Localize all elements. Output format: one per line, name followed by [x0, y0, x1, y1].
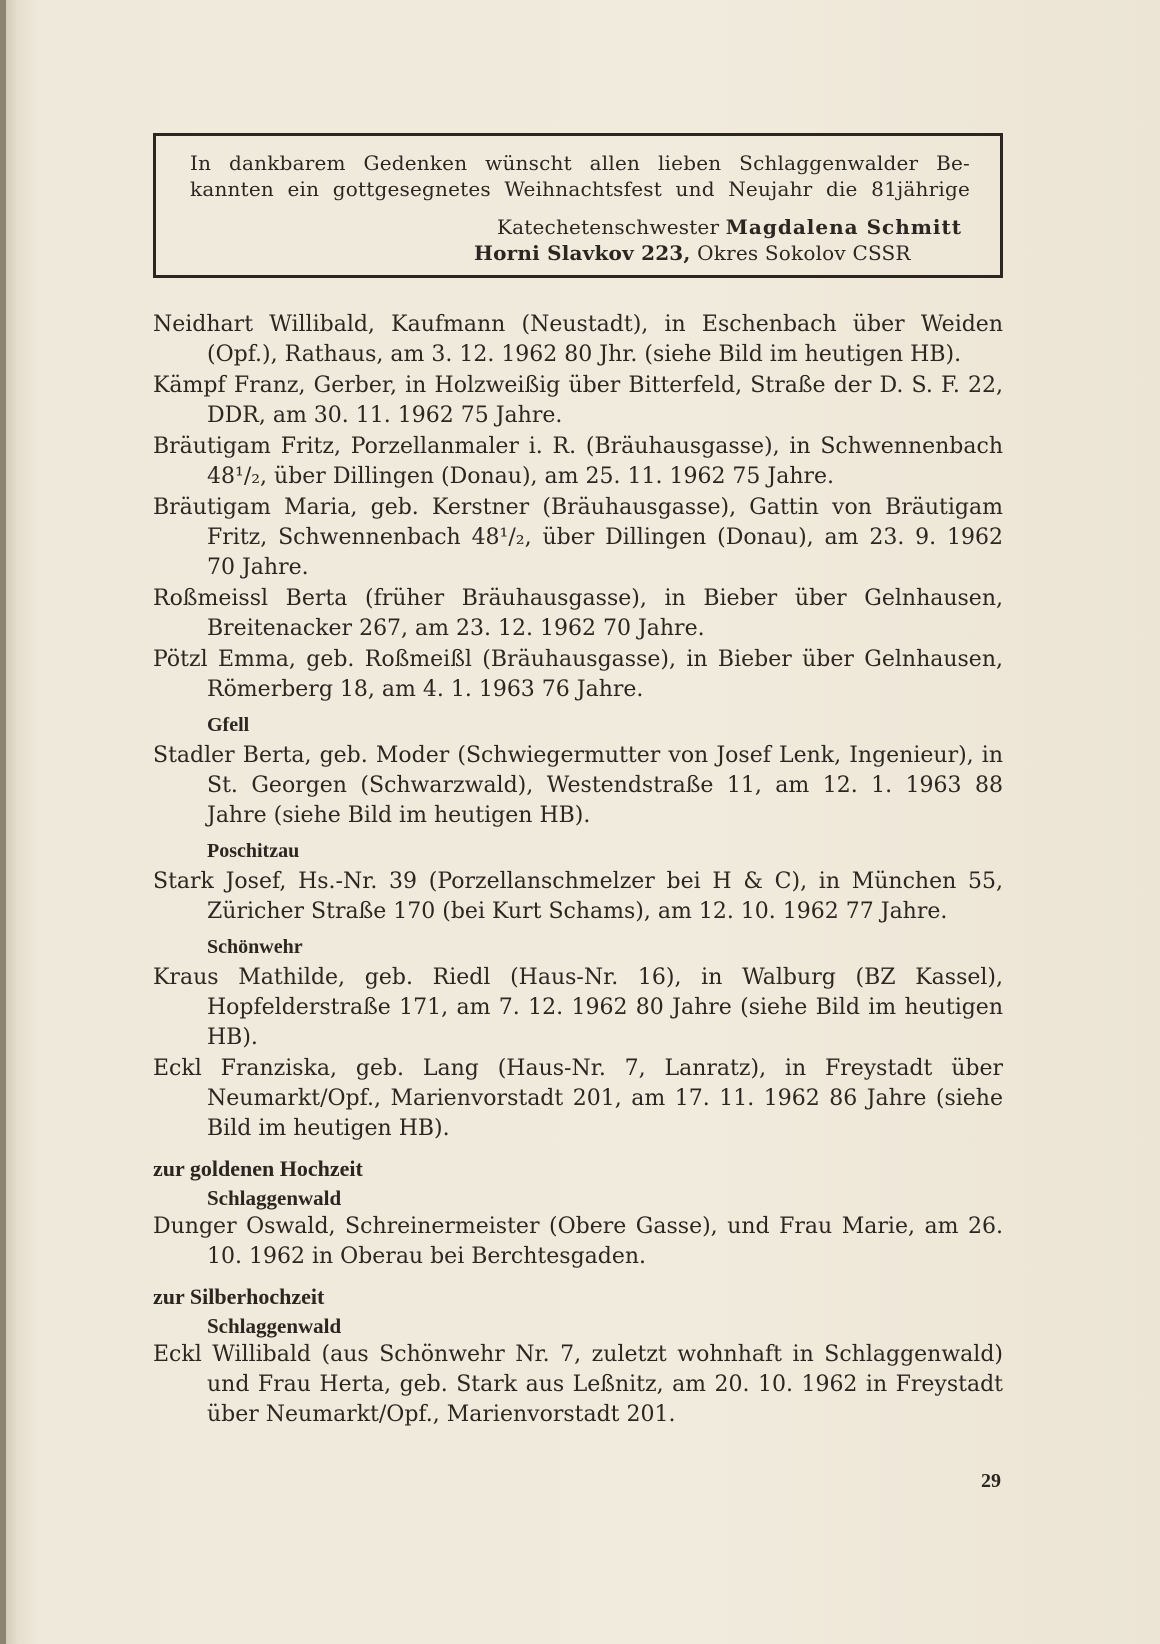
notice-name: Magdalena Schmitt [725, 215, 962, 239]
book-spine [0, 0, 6, 1644]
notice-address: Okres Sokolov CSSR [690, 241, 911, 265]
section-heading-silver-wedding: zur Silberhochzeit [153, 1284, 325, 1309]
list-item: Bräutigam Maria, geb. Kerstner (Bräuhausgasse), Gattin von Bräutigam Fritz, Schwennenbach 48¹/₂, über Dillingen (Donau), am 23. 9. 1962 70 Jahre. [153, 495, 1003, 580]
notice-title: Katechetenschwester [497, 215, 726, 239]
list-item: Stadler Berta, geb. Moder (Schwiegermutter von Josef Lenk, Ingenieur), in St. Georgen (Schwarzwald), Westendstraße 11, am 12. 1. 1963 88 Jahre (siehe Bild im heutigen HB). [153, 743, 1003, 828]
notice-line-3 [497, 214, 962, 240]
section-heading-gfell: Gfell [207, 714, 250, 736]
subheading-schlaggenwald-silver: Schlaggenwald [207, 1314, 342, 1338]
greeting-notice-box [153, 133, 1003, 278]
section-heading-schoenwehr: Schönwehr [207, 936, 303, 958]
list-item: Eckl Franziska, geb. Lang (Haus-Nr. 7, Lanratz), in Freystadt über Neumarkt/Opf., Marienvorstadt 201, am 17. 11. 1962 86 Jahre (siehe Bild im heutigen HB). [153, 1056, 1003, 1141]
page-number: 29 [981, 1470, 1001, 1492]
list-item: Pötzl Emma, geb. Roßmeißl (Bräuhausgasse), in Bieber über Gelnhausen, Römerberg 18, am 4. 1. 1963 76 Jahre. [153, 647, 1003, 702]
section-heading-golden-wedding: zur goldenen Hochzeit [153, 1156, 363, 1181]
list-item: Neidhart Willibald, Kaufmann (Neustadt), in Eschenbach über Weiden (Opf.), Rathaus, am 3. 12. 1962 80 Jhr. (siehe Bild im heutigen HB). [153, 312, 1003, 367]
list-item: Stark Josef, Hs.-Nr. 39 (Porzellanschmelzer bei H & C), in München 55, Züricher Straße 170 (bei Kurt Schams), am 12. 10. 1962 77 Jahre. [153, 869, 1003, 924]
list-item: Kraus Mathilde, geb. Riedl (Haus-Nr. 16), in Walburg (BZ Kassel), Hopfelderstraße 171, am 7. 12. 1962 80 Jahre (siehe Bild im heutigen HB). [153, 965, 1003, 1050]
notice-line-1: In dankbarem Gedenken wünscht allen lieben Schlaggenwalder Be- [190, 151, 970, 175]
notice-address-bold: Horni Slavkov 223, [474, 241, 691, 265]
list-item: Dunger Oswald, Schreinermeister (Obere Gasse), und Frau Marie, am 26. 10. 1962 in Oberau bei Berchtesgaden. [153, 1214, 1003, 1269]
section-heading-poschitzau: Poschitzau [207, 840, 300, 862]
list-item: Roßmeissl Berta (früher Bräuhausgasse), in Bieber über Gelnhausen, Breitenacker 267, am 23. 12. 1962 70 Jahre. [153, 586, 1003, 641]
list-item: Bräutigam Fritz, Porzellanmaler i. R. (Bräuhausgasse), in Schwennenbach 48¹/₂, über Dillingen (Donau), am 25. 11. 1962 75 Jahre. [153, 434, 1003, 489]
list-item: Kämpf Franz, Gerber, in Holzweißig über Bitterfeld, Straße der D. S. F. 22, DDR, am 30. 11. 1962 75 Jahre. [153, 373, 1003, 428]
subheading-schlaggenwald-gold: Schlaggenwald [207, 1186, 342, 1210]
list-item: Eckl Willibald (aus Schönwehr Nr. 7, zuletzt wohnhaft in Schlaggenwald) und Frau Herta, geb. Stark aus Leßnitz, am 20. 10. 1962 in Freystadt über Neumarkt/Opf., Marienvorstadt 201. [153, 1342, 1003, 1427]
notice-line-2: kannten ein gottgesegnetes Weihnachtsfest und Neujahr die 81jährige [190, 177, 970, 201]
notice-line-4 [474, 240, 911, 266]
birthday-list [153, 310, 1003, 1431]
